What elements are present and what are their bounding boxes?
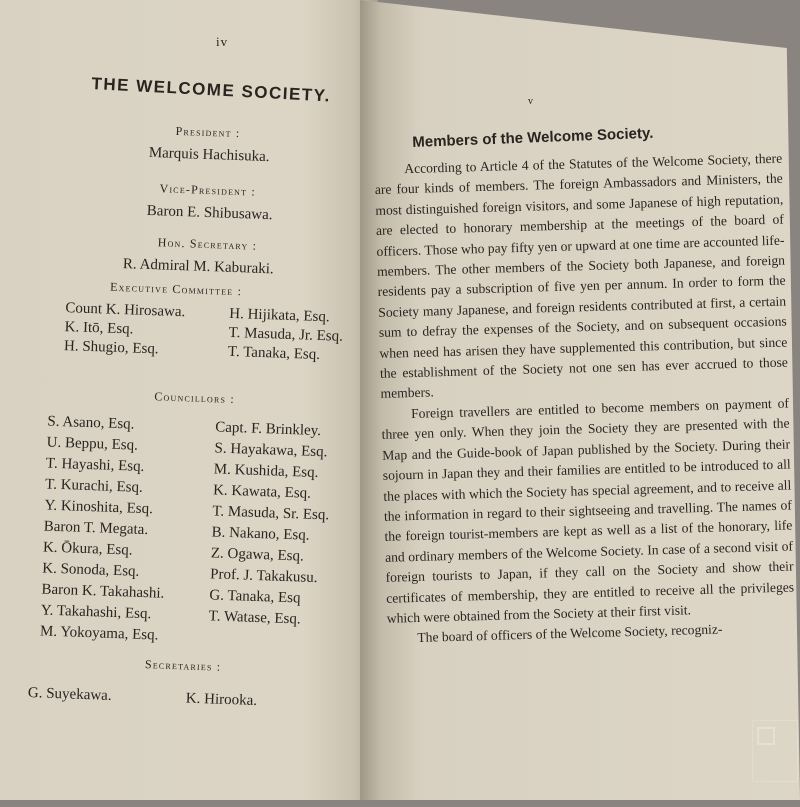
councillor: G. Tanaka, Esq (209, 587, 301, 607)
officers-list (0, 0, 382, 806)
vice-president-label: Vice-President : (159, 181, 257, 199)
councillor: B. Nakano, Esq. (211, 524, 310, 544)
members-title: Members of the Welcome Society. (412, 124, 654, 151)
executive-member: K. Itō, Esq. (64, 319, 134, 338)
vice-president-name: Baron E. Shibusawa. (146, 202, 273, 224)
councillor: S. Hayakawa, Esq. (214, 440, 328, 461)
executive-member: T. Tanaka, Esq. (227, 343, 321, 364)
councillor: T. Hayashi, Esq. (45, 455, 145, 475)
councillor: Baron K. Takahashi. (41, 581, 165, 602)
councillor: K. Sonoda, Esq. (41, 560, 140, 580)
secretary: G. Suyekawa. (27, 685, 112, 704)
paragraph: According to Article 4 of the Statutes of the Welcome Society, there are four kinds of members. The foreign Ambassadors and Ministers, the most distinguished foreign visitors, and some Japanese of high reputation, are elected to honorary membership at the meetings of the board of officers. Those who pay fifty yen or upward at one time are accounted life-members. The other members of the Society both Japanese, and foreign residents pay a subscription of five yen per annum. In order to form the Society many Japanese, and foreign residents contributed at first, a certain sum to defray the expenses of the Society, and on subsequent occasions when need has arisen they have supplemented this contribution, but since the establishment of the Society not one sen has ever accrued to those members. (374, 150, 789, 402)
councillor: T. Masuda, Sr. Esq. (212, 503, 330, 524)
society-title: THE WELCOME SOCIETY. (91, 74, 332, 106)
seal-icon (757, 727, 775, 745)
paragraph: The board of officers of the Welcome Society, recogniz- (417, 621, 723, 646)
hon-secretary-name: R. Admiral M. Kaburaki. (122, 256, 274, 278)
left-page-number: iv (216, 34, 229, 49)
councillor: M. Yokoyama, Esq. (39, 623, 159, 644)
councillor: U. Beppu, Esq. (46, 434, 139, 454)
executive-member: H. Shugio, Esq. (63, 338, 159, 358)
councillor: K. Ōkura, Esq. (42, 539, 133, 559)
councillor: T. Watase, Esq. (208, 608, 301, 628)
secretaries-label: Secretaries : (144, 657, 222, 674)
executive-member: Count K. Hirosawa. (65, 300, 186, 321)
paragraph: Foreign travellers are entitled to become members on payment of three yen only. When they join the Society they are presented with the Map and the Guide-book of Japan published by the Society. During their sojourn in Japan they and their families are entitled to be introduced to all the places with which the Society has special agreement, and to receive all the information in regard to their sightseeing and travelling. The names of the foreign tourist-members are kept as well as a list of the honorary, life and ordinary members of the Welcome Society. In case of a second visit of foreign tourists to Japan, if they call on the Society and show their certificates of membership, they are entitled to receive all the privileges which were obtained from the Society at their first visit. (381, 395, 795, 626)
executive-member: T. Masuda, Jr. Esq. (228, 324, 344, 345)
members-text (374, 149, 796, 650)
councillor: Z. Ogawa, Esq. (210, 545, 305, 565)
councillor: Prof. J. Takakusu. (209, 566, 318, 587)
executive-member: H. Hijikata, Esq. (228, 305, 330, 326)
councillor: K. Kawata, Esq. (212, 482, 312, 502)
councillor: Y. Takahashi, Esq. (40, 602, 152, 623)
hon-secretary-label: Hon. Secretary : (157, 235, 258, 253)
president-name: Marquis Hachisuka. (148, 144, 270, 166)
councillor: T. Kurachi, Esq. (44, 476, 144, 496)
president-label: President : (175, 123, 241, 141)
councillor: S. Asano, Esq. (47, 413, 135, 433)
councillor: Capt. F. Brinkley. (215, 419, 322, 440)
councillor: Baron T. Megata. (43, 518, 149, 539)
councillor: M. Kushida, Esq. (213, 461, 319, 482)
watermark-seal (752, 720, 798, 782)
right-page-number: v (528, 96, 534, 107)
secretary: K. Hirooka. (185, 690, 258, 710)
councillors-label: Councillors : (154, 389, 236, 407)
councillor: Y. Kinoshita, Esq. (44, 497, 154, 518)
executive-committee-label: Executive Committee : (109, 279, 243, 299)
